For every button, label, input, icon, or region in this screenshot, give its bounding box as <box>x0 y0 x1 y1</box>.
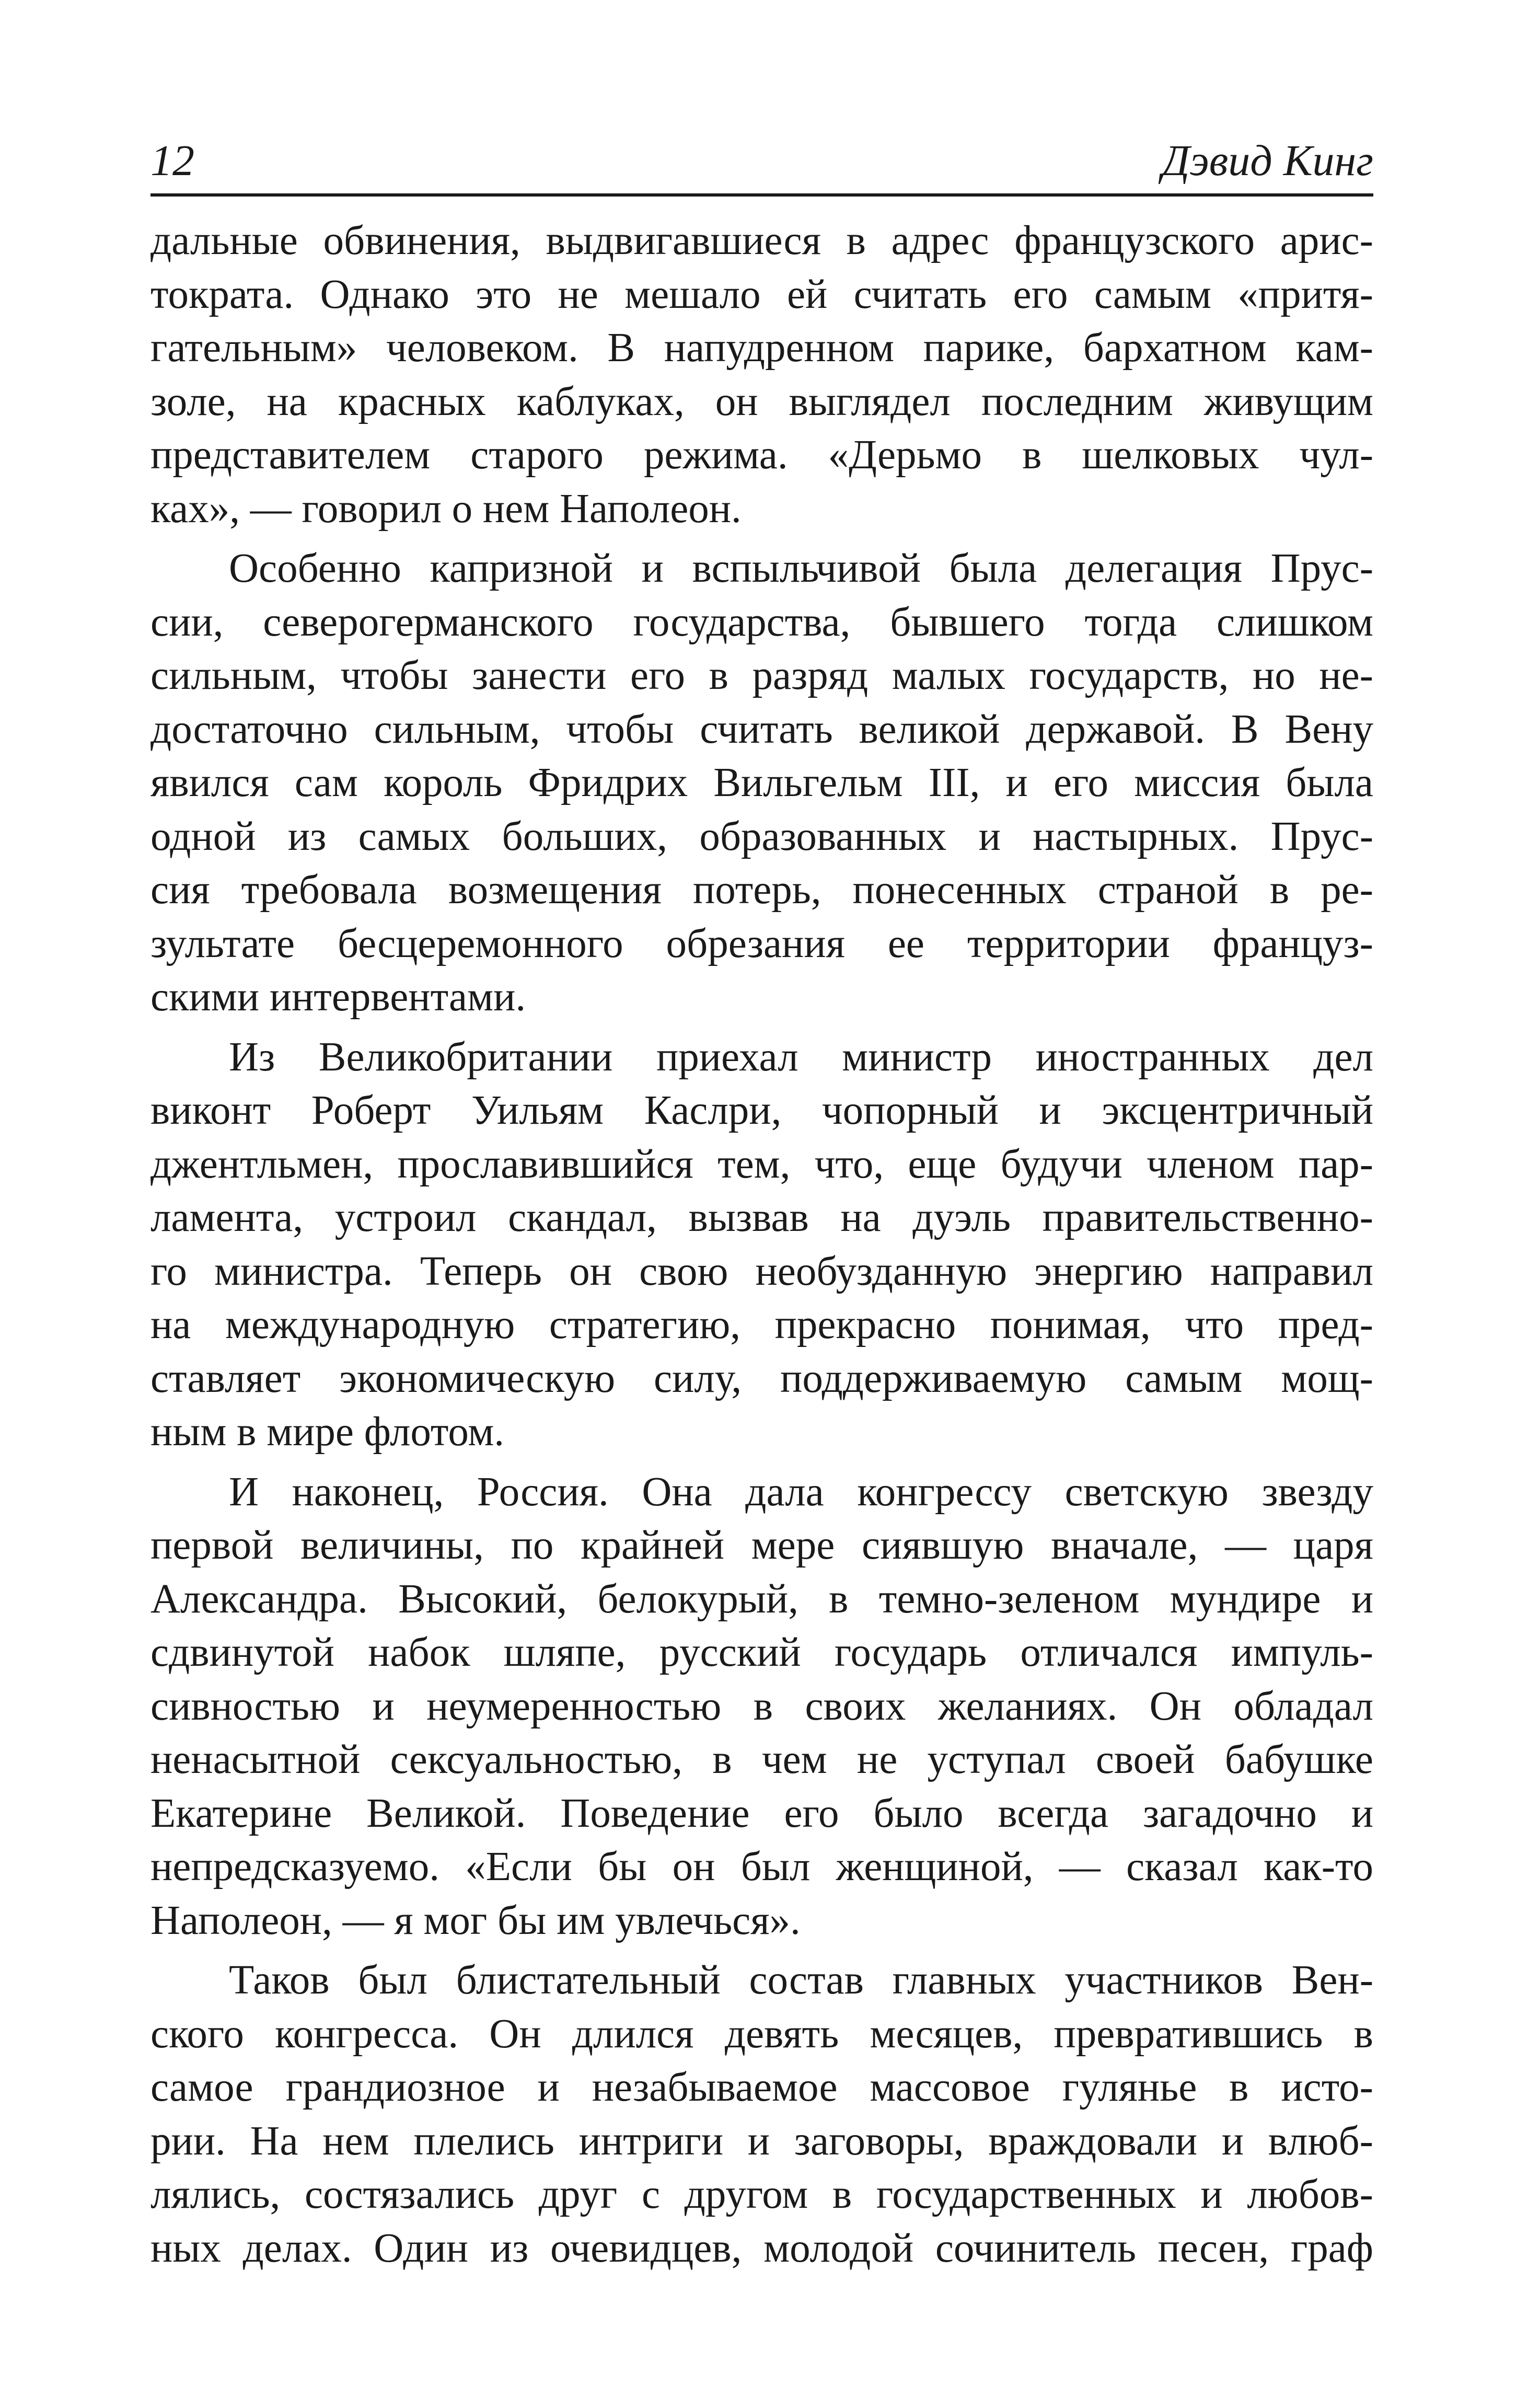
text-line: представителем старого режима. «Дерьмо в шелковых чул- <box>151 432 1373 478</box>
text-line: сия требовала возмещения потерь, понесенных страной в ре- <box>151 867 1373 913</box>
text-line: Александра. Высокий, белокурый, в темно-зеленом мундире и <box>151 1576 1373 1622</box>
text-line: одной из самых больших, образованных и настырных. Прус- <box>151 813 1373 859</box>
running-head-author: Дэвид Кинг <box>1162 136 1373 185</box>
text-line: лялись, состязались друг с другом в государственных и любов- <box>151 2172 1373 2217</box>
text-line: достаточно сильным, чтобы считать великой державой. В Вену <box>151 706 1373 752</box>
text-line: непредсказуемо. «Если бы он был женщиной, — сказал как-то <box>151 1844 1373 1889</box>
text-line: джентльмен, прославившийся тем, что, еще будучи членом пар- <box>151 1141 1373 1187</box>
text-line: зультате бесцеремонного обрезания ее территории француз- <box>151 920 1373 966</box>
text-line: Екатерине Великой. Поведение его было всегда загадочно и <box>151 1790 1373 1836</box>
body-text <box>151 214 1373 2275</box>
text-line: ского конгресса. Он длился девять месяцев, превратившись в <box>151 2011 1373 2057</box>
paragraph-1 <box>151 214 1373 536</box>
page-header <box>151 120 1373 197</box>
text-line: ным в мире флотом. <box>151 1409 505 1455</box>
text-line: дальные обвинения, выдвигавшиеся в адрес французского арис- <box>151 218 1373 263</box>
text-line: ламента, устроил скандал, вызвав на дуэль правительственно- <box>151 1195 1373 1240</box>
text-line: виконт Роберт Уильям Каслри, чопорный и эксцентричный <box>151 1088 1373 1133</box>
paragraph-5 <box>151 1954 1373 2275</box>
text-line: явился сам король Фридрих Вильгельм III, и его миссия была <box>151 760 1373 805</box>
text-line: И наконец, Россия. Она дала конгрессу светскую звезду <box>229 1469 1373 1515</box>
text-line: Из Великобритании приехал министр иностранных дел <box>229 1034 1373 1080</box>
text-line: рии. На нем плелись интриги и заговоры, враждовали и влюб- <box>151 2118 1373 2164</box>
text-line: Таков был блистательный состав главных участников Вен- <box>229 1957 1373 2003</box>
text-line: Наполеон, — я мог бы им увлечься». <box>151 1897 801 1943</box>
text-line: скими интервентами. <box>151 974 526 1020</box>
text-line: золе, на красных каблуках, он выглядел последним живущим <box>151 378 1373 424</box>
text-line: тократа. Однако это не мешало ей считать его самым «притя- <box>151 271 1373 317</box>
text-line: сивностью и неумеренностью в своих желаниях. Он обладал <box>151 1683 1373 1729</box>
page-number: 12 <box>151 136 194 185</box>
text-line: ках», — говорил о нем Наполеон. <box>151 486 742 532</box>
text-line: на международную стратегию, прекрасно понимая, что пред- <box>151 1302 1373 1347</box>
text-line: сии, северогерманского государства, бывшего тогда слишком <box>151 599 1373 645</box>
paragraph-3 <box>151 1031 1373 1459</box>
text-line: сильным, чтобы занести его в разряд малых государств, но не- <box>151 653 1373 698</box>
text-line: самое грандиозное и незабываемое массовое гулянье в исто- <box>151 2065 1373 2110</box>
text-line: Особенно капризной и вспыльчивой была делегация Прус- <box>229 546 1373 591</box>
text-line: го министра. Теперь он свою необузданную энергию направил <box>151 1248 1373 1294</box>
text-line: первой величины, по крайней мере сиявшую вначале, — царя <box>151 1523 1373 1568</box>
text-line: ненасытной сексуальностью, в чем не уступал своей бабушке <box>151 1737 1373 1782</box>
text-line: ных делах. Один из очевидцев, молодой сочинитель песен, граф <box>151 2225 1373 2271</box>
text-line: гательным» человеком. В напудренном парике, бархатном кам- <box>151 325 1373 371</box>
text-line: сдвинутой набок шляпе, русский государь отличался импуль- <box>151 1630 1373 1675</box>
paragraph-2 <box>151 542 1373 1024</box>
text-line: ставляет экономическую силу, поддерживаемую самым мощ- <box>151 1355 1373 1401</box>
paragraph-4 <box>151 1466 1373 1948</box>
